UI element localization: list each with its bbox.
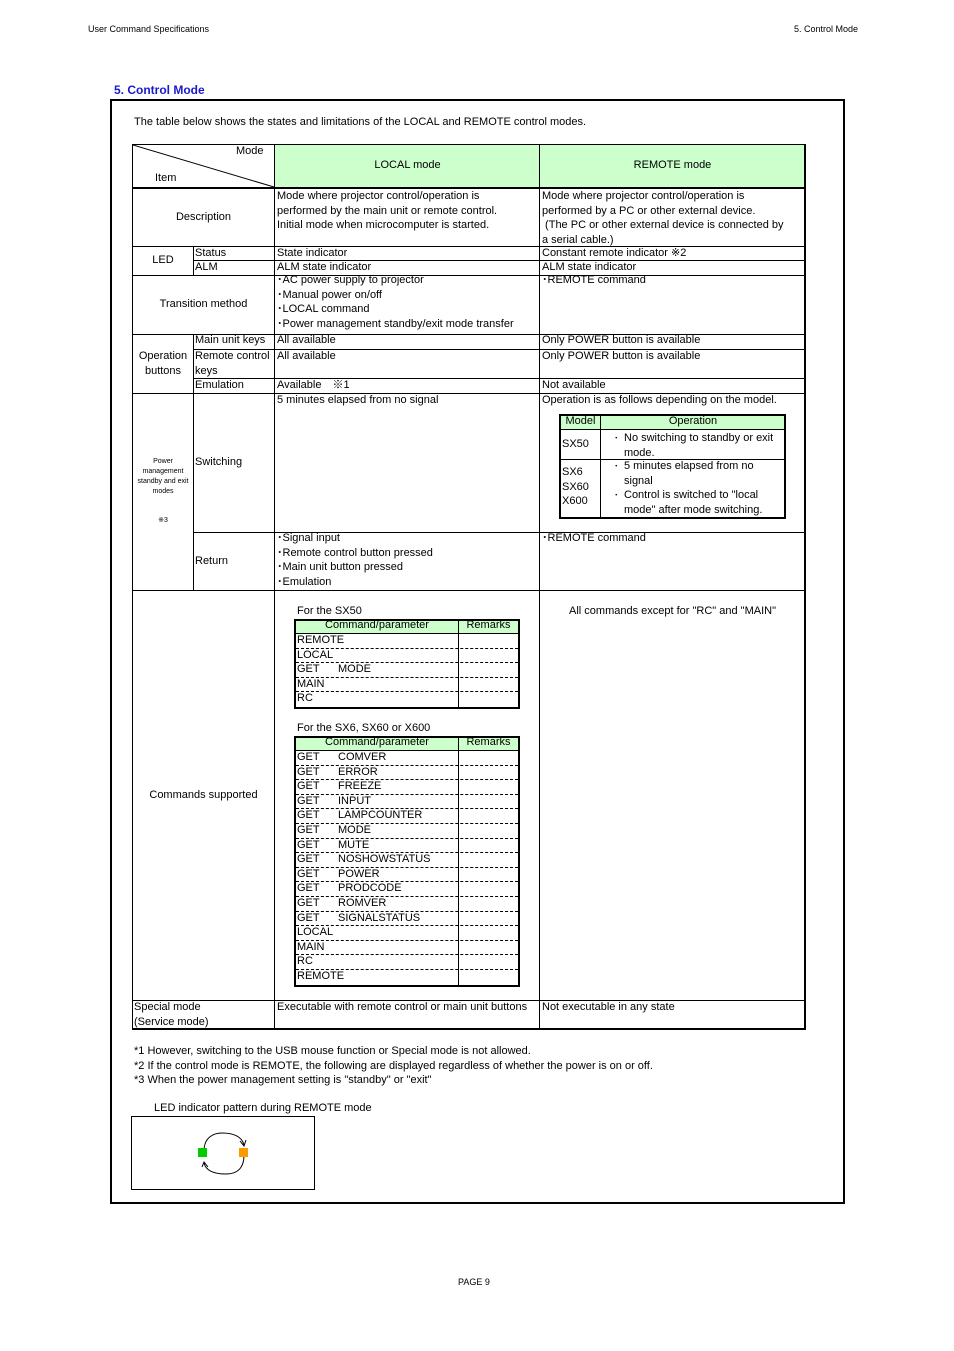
footnote-1: *1 However, switching to the USB mouse function or Special mode is not allowed. — [134, 1045, 531, 1057]
op-rc-label: Remote control keys — [195, 350, 270, 377]
sx6-cmd-8: GET — [297, 867, 320, 880]
sx6-cmd-7: GET — [297, 853, 320, 866]
sx6-cmd-10: GET — [297, 897, 320, 909]
power-switching-remote: Operation is as follows depending on the model. — [542, 394, 777, 406]
sx50-cmd-0: REMOTE — [297, 634, 345, 646]
header-local: LOCAL mode — [374, 159, 441, 171]
commands-remote: All commands except for "RC" and "MAIN" — [569, 605, 776, 617]
sx6-cmd-13: MAIN — [297, 940, 325, 953]
model-col-header: Model — [565, 415, 596, 427]
sx6-col-command: Command/parameter — [325, 736, 429, 748]
sx6-param-4: LAMPCOUNTER — [338, 809, 423, 822]
sx6-cmd-11: GET — [297, 911, 320, 924]
intro-text: The table below shows the states and limitations of the LOCAL and REMOTE control modes. — [134, 116, 587, 128]
sx6-param-3: INPUT — [338, 794, 371, 807]
sx6-param-7: NOSHOWSTATUS — [338, 853, 431, 866]
row-label-special: Special mode (Service mode) — [134, 1001, 209, 1028]
sx50-col-remarks: Remarks — [466, 619, 511, 631]
special-local: Executable with remote control or main unit buttons — [277, 1001, 528, 1013]
sx6-cmd-14: RC — [297, 955, 313, 968]
power-return-local: ･Signal input ･Remote control button pressed ･Main unit button pressed ･Emulation — [277, 532, 433, 588]
header-remote: REMOTE mode — [633, 159, 712, 171]
power-return-remote: ･REMOTE command — [542, 532, 646, 544]
operation-col-header: Operation — [668, 415, 718, 427]
sx50-cmd-1: LOCAL — [297, 648, 334, 661]
led-alm-label: ALM — [195, 261, 218, 273]
op-main-remote: Only POWER button is available — [542, 334, 701, 346]
row-label-commands: Commands supported — [149, 789, 258, 801]
row-label-transition: Transition method — [159, 298, 248, 310]
model-sx50: SX50 — [562, 438, 589, 450]
sx50-cmd-3: MAIN — [297, 677, 325, 690]
sx6-caption: For the SX6, SX60 or X600 — [297, 722, 431, 734]
op-emu-label: Emulation — [195, 379, 244, 391]
sx6-param-8: POWER — [338, 867, 380, 880]
row-label-power: Power management standby and exit modes — [137, 458, 189, 495]
op-sx6-1: 5 minutes elapsed from no signal — [624, 460, 754, 487]
doc-header-left: User Command Specifications — [88, 24, 210, 34]
sx6-param-1: ERROR — [338, 765, 378, 778]
led-green-square — [198, 1148, 207, 1157]
sx6-cmd-0: GET — [297, 751, 320, 763]
sx50-col-command: Command/parameter — [325, 619, 429, 631]
row-label-operation: Operation buttons — [138, 350, 188, 377]
led-pattern-box — [131, 1116, 315, 1190]
op-sx50: No switching to standby or exit mode. — [624, 432, 774, 459]
transition-local: ･AC power supply to projector ･Manual power on/off ･LOCAL command ･Power management standby/exit mode transfer — [277, 274, 514, 330]
footnotes — [134, 1044, 653, 1088]
special-remote: Not executable in any state — [542, 1001, 675, 1013]
sx6-cmd-12: LOCAL — [297, 926, 334, 939]
sx6-cmd-2: GET — [297, 780, 320, 793]
led-status-local: State indicator — [277, 247, 348, 259]
header-mode: Mode — [236, 145, 264, 157]
sx6-col-remarks: Remarks — [466, 736, 511, 748]
transition-remote: ･REMOTE command — [542, 274, 646, 286]
led-status-remote: Constant remote indicator ※2 — [542, 247, 687, 259]
sx50-param-2: MODE — [338, 663, 371, 676]
sx6-cmd-1: GET — [297, 765, 320, 778]
page-number: PAGE 9 — [458, 1277, 490, 1287]
row-label-description: Description — [175, 211, 232, 223]
sx6-param-0: COMVER — [338, 751, 387, 763]
section-title: 5. Control Mode — [114, 83, 205, 97]
led-alm-remote: ALM state indicator — [542, 261, 637, 273]
led-status-label: Status — [195, 247, 227, 259]
sx6-param-11: SIGNALSTATUS — [338, 911, 421, 924]
power-switching-local: 5 minutes elapsed from no signal — [277, 394, 439, 406]
row-label-led: LED — [152, 254, 174, 266]
sx50-cmd-4: RC — [297, 692, 313, 705]
sx6-param-9: PRODCODE — [338, 882, 402, 895]
led-alm-local: ALM state indicator — [277, 261, 372, 273]
description-remote: Mode where projector control/operation is performed by a PC or other external device. (The PC or other external device is connected by a serial cable.) — [542, 190, 784, 246]
op-emu-remote: Not available — [542, 379, 606, 391]
power-note: ※3 — [158, 517, 168, 524]
op-sx6-2: Control is switched to "local mode" after mode switching. — [624, 489, 763, 516]
op-main-local: All available — [277, 334, 336, 346]
sx6-param-10: ROMVER — [338, 897, 387, 909]
led-pattern-title: LED indicator pattern during REMOTE mode — [154, 1102, 372, 1114]
sx6-param-5: MODE — [338, 824, 371, 836]
op-emu-local: Available ※1 — [277, 379, 350, 391]
header-item: Item — [155, 172, 177, 184]
footnote-2: *2 If the control mode is REMOTE, the following are displayed regardless of whether the power is on or off. — [134, 1059, 653, 1072]
sx6-cmd-3: GET — [297, 794, 320, 807]
models-sx6: SX6 SX60 X600 — [562, 466, 589, 507]
power-switching-label: Switching — [195, 456, 243, 468]
sx6-cmd-4: GET — [297, 809, 320, 822]
sx6-cmd-5: GET — [297, 824, 320, 836]
doc-header-right: 5. Control Mode — [794, 24, 859, 34]
op-main-label: Main unit keys — [195, 334, 266, 346]
description-local: Mode where projector control/operation is performed by the main unit or remote control. Initial mode when microcomputer is started. — [277, 190, 498, 231]
sx6-param-2: FREEZE — [338, 780, 382, 793]
sx6-param-6: MUTE — [338, 838, 370, 851]
sx50-cmd-2: GET — [297, 663, 320, 676]
sx6-cmd-15: REMOTE — [297, 970, 345, 982]
led-orange-square — [239, 1148, 248, 1157]
op-rc-local: All available — [277, 350, 336, 362]
power-return-label: Return — [195, 555, 229, 567]
sx6-cmd-9: GET — [297, 882, 320, 895]
op-rc-remote: Only POWER button is available — [542, 350, 701, 362]
footnote-3: *3 When the power management setting is "standby" or "exit" — [134, 1074, 432, 1086]
sx6-cmd-6: GET — [297, 838, 320, 851]
sx50-caption: For the SX50 — [297, 605, 362, 617]
